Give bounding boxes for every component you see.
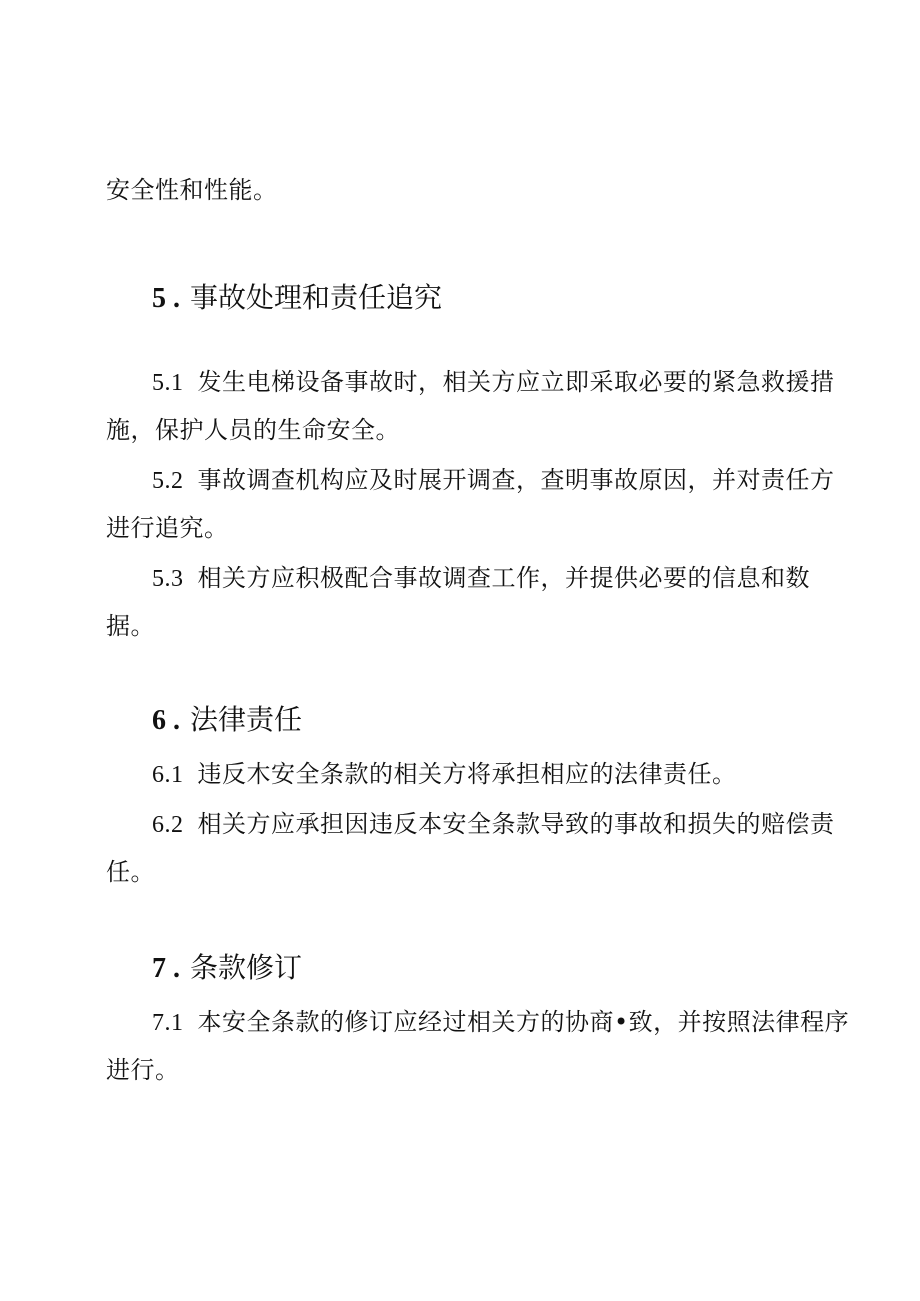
section-heading-6 xyxy=(152,702,302,739)
clause-7-1-line-1 xyxy=(152,1006,849,1039)
section-title: 事故处理和责任追究 xyxy=(190,281,443,314)
clause-number: 6.2 xyxy=(152,812,184,838)
section-number: 7 . xyxy=(152,953,180,984)
section-heading-5 xyxy=(152,280,442,317)
clause-6-2-line-1 xyxy=(152,808,835,841)
section-number: 6 . xyxy=(152,705,180,736)
clause-5-3-line-1 xyxy=(152,562,810,595)
clause-number: 7.1 xyxy=(152,1010,184,1036)
section-title: 条款修订 xyxy=(190,951,303,984)
clause-text: 违反木安全条款的相关方将承担相应的法律责任。 xyxy=(197,760,737,788)
clause-text: 相关方应承担因违反本安全条款导致的事故和损失的赔偿责 xyxy=(197,810,835,838)
clause-5-3-line-2: 据。 xyxy=(106,612,155,640)
clause-5-1-line-1 xyxy=(152,366,835,399)
section-title: 法律责任 xyxy=(190,703,303,736)
section-heading-7 xyxy=(152,950,302,987)
clause-6-1-line-1 xyxy=(152,758,737,791)
clause-text: 本安全条款的修订应经过相关方的协商•致，并按照法律程序 xyxy=(197,1008,850,1036)
clause-number: 5.1 xyxy=(152,370,184,396)
continuation-text: 安全性和性能。 xyxy=(106,176,278,204)
clause-text: 相关方应积极配合事故调查工作，并提供必要的信息和数 xyxy=(197,564,810,592)
section-number: 5 . xyxy=(152,283,180,314)
clause-6-2-line-2: 任。 xyxy=(106,858,155,886)
clause-number: 6.1 xyxy=(152,762,184,788)
clause-5-2-line-1 xyxy=(152,464,835,497)
clause-5-2-line-2: 进行追究。 xyxy=(106,514,229,542)
clause-5-1-line-2: 施，保护人员的生命安全。 xyxy=(106,416,400,444)
clause-number: 5.3 xyxy=(152,566,184,592)
clause-text: 事故调查机构应及时展开调查，查明事故原因，并对责任方 xyxy=(197,466,835,494)
clause-number: 5.2 xyxy=(152,468,184,494)
clause-text: 发生电梯设备事故时，相关方应立即采取必要的紧急救援措 xyxy=(197,368,835,396)
clause-7-1-line-2: 进行。 xyxy=(106,1056,180,1084)
